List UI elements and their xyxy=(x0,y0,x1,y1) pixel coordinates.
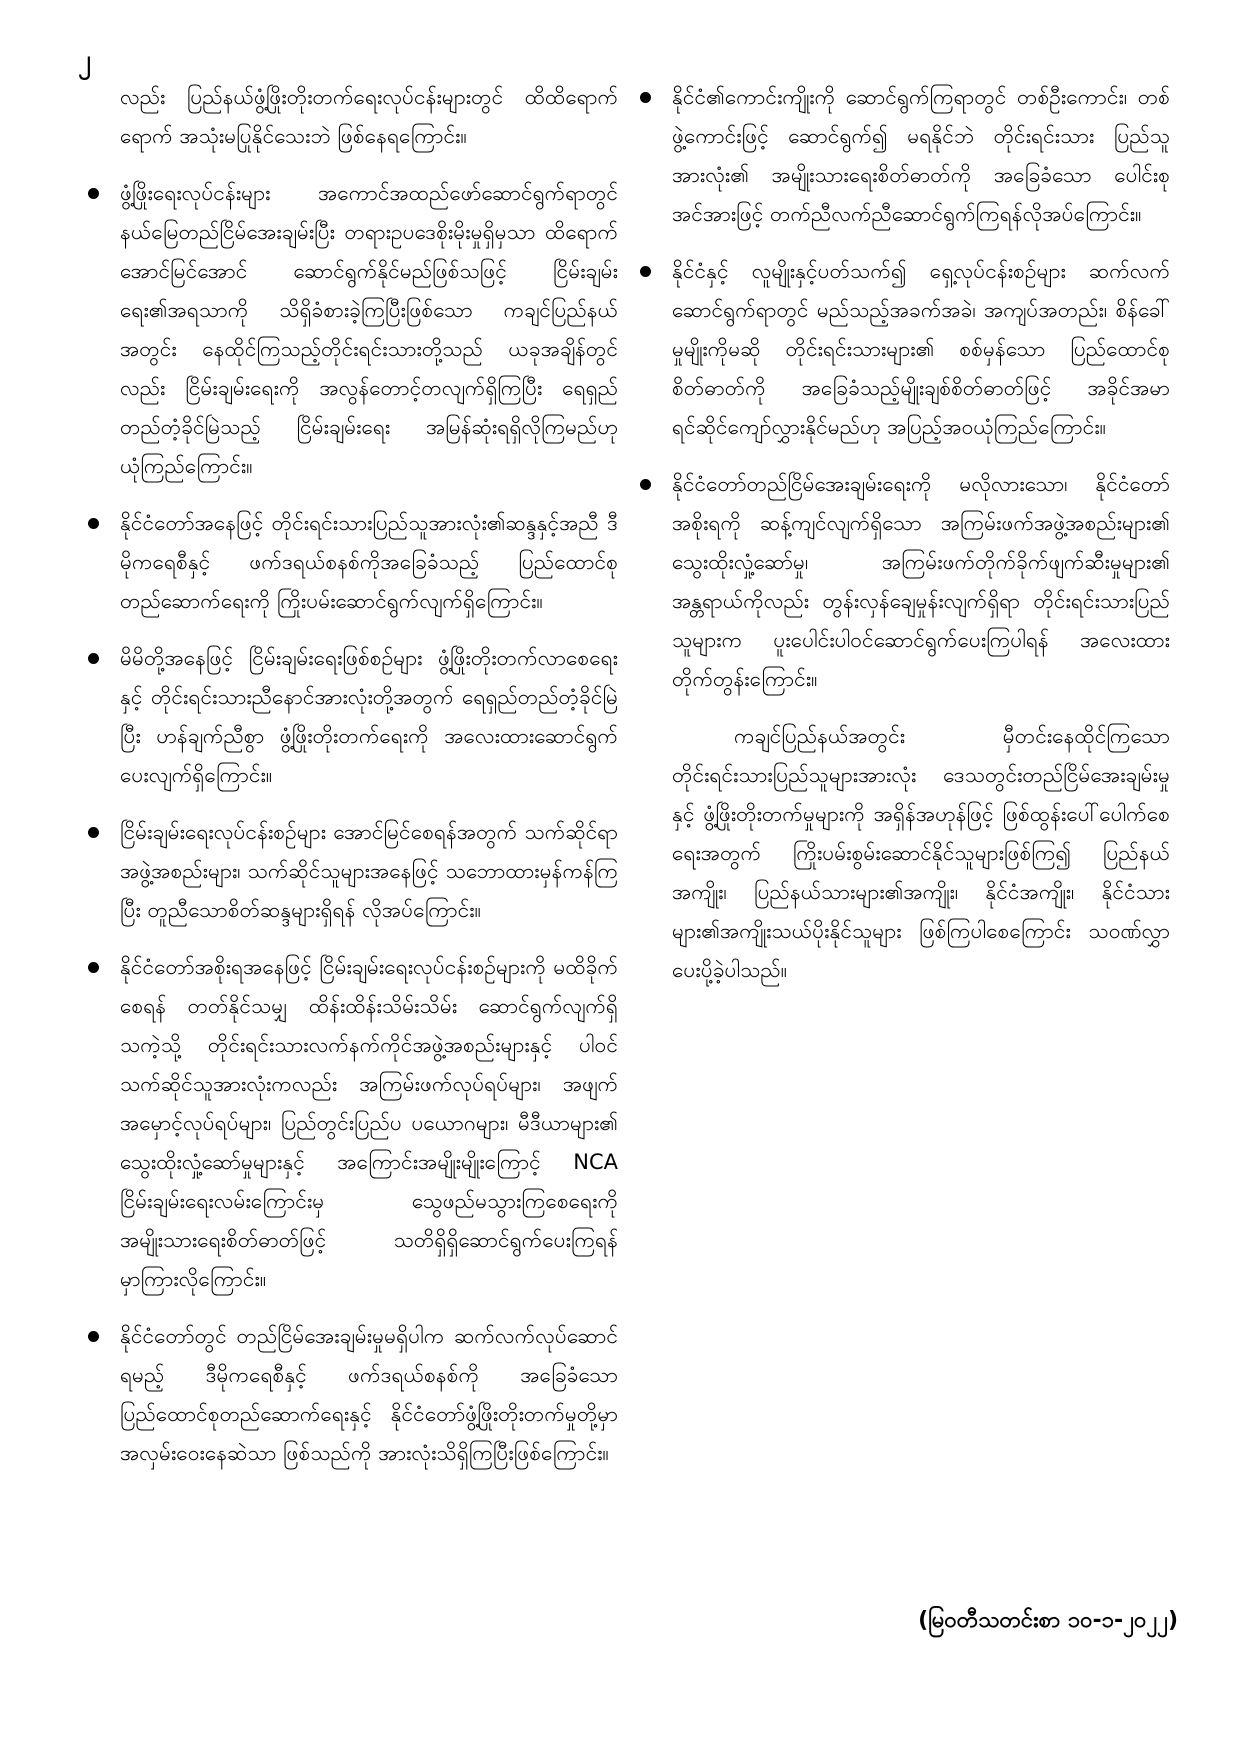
bullet-text: နိုင်ငံတော်အနေဖြင့် တိုင်းရင်းသားပြည်သူအားလုံး၏ဆန္ဒနှင့်အညီ ဒီမိုကရေစီနှင့် ဖက်ဒရယ်စနစ်ကိုအခြေခံသည့် ပြည်ထောင်စုတည်ဆောက်ရေးကို ကြိုးပမ်းဆောင်ရွက်လျက်ရှိကြောင်း။ xyxy=(120,511,618,613)
bullet-text: နိုင်ငံနှင့် လူမျိုးနှင့်ပတ်သက်၍ ရှေ့လုပ်ငန်းစဉ်များ ဆက်လက်ဆောင်ရွက်ရာတွင် မည်သည့်အခက်အခဲ၊ အကျပ်အတည်း၊ စိန်ခေါ်မှုမျိုးကိုမဆို တိုင်းရင်းသားများ၏ စစ်မှန်သော ပြည်ထောင်စုစိတ်ဓာတ်ကို အခြေခံသည့်မျိုးချစ်စိတ်ဓာတ်ဖြင့် အခိုင်အမာ ရင်ဆိုင်ကျော်လွှားနိုင်မည်ဟု အပြည့်အဝယုံကြည်ကြောင်း။ xyxy=(672,259,1170,439)
bullet-item xyxy=(630,465,1170,699)
bullet-icon xyxy=(88,1331,99,1342)
bullet-icon xyxy=(88,827,99,838)
bullet-icon xyxy=(88,188,99,199)
bullet-item xyxy=(78,174,618,486)
closing-paragraph: ကချင်ပြည်နယ်အတွင်း မှီတင်းနေထိုင်ကြသော တိုင်းရင်းသားပြည်သူများအားလုံး ဒေသတွင်းတည်ငြိမ်အေးချမ်းမှုနှင့် ဖွံ့ဖြိုးတိုးတက်မှုများကို အရှိန်အဟုန်ဖြင့် ဖြစ်ထွန်းပေါ်ပေါက်စေရေးအတွက် ကြိုးပမ်းစွမ်းဆောင်နိုင်သူများဖြစ်ကြ၍ ပြည်နယ်အကျိုး၊ ပြည်နယ်သားများ၏အကျိုး၊ နိုင်ငံအကျိုး၊ နိုင်ငံသားများ၏အကျိုးသယ်ပိုးနိုင်သူများ ဖြစ်ကြပါစေကြောင်း သဝဏ်လွှာပေးပို့ခဲ့ပါသည်။ xyxy=(672,724,1170,982)
right-column xyxy=(630,78,1170,990)
source-citation: (မြဝတီသတင်းစာ ၁၀-၁-၂၀၂၂) xyxy=(918,1608,1178,1633)
bullet-text: နိုင်ငံတော်အစိုးရအနေဖြင့် ငြိမ်းချမ်းရေးလုပ်ငန်းစဉ်များကို မထိခိုက်စေရန် တတ်နိုင်သမျှ ထိန်းထိန်းသိမ်းသိမ်း ဆောင်ရွက်လျက်ရှိသကဲ့သို့ တိုင်းရင်းသားလက်နက်ကိုင်အဖွဲ့အစည်းများနှင့် ပါဝင်သက်ဆိုင်သူအားလုံးကလည်း အကြမ်းဖက်လုပ်ရပ်များ၊ အဖျက်အမှောင့်လုပ်ရပ်များ၊ ပြည်တွင်းပြည်ပ ပယောဂများ၊ မီဒီယာများ၏ သွေးထိုးလှုံ့ဆော်မှုများနှင့် အကြောင်းအမျိုးမျိုးကြောင့် NCA ငြိမ်းချမ်းရေးလမ်းကြောင်းမှ သွေဖည်မသွားကြစေရေးကို အမျိုးသားရေးစိတ်ဓာတ်ဖြင့် သတိရှိရှိဆောင်ရွက်ပေးကြရန် မှာကြားလိုကြောင်း။ xyxy=(120,955,618,1291)
bullet-item xyxy=(78,504,618,621)
bullet-icon xyxy=(88,518,99,529)
bullet-text: နိုင်ငံ၏ကောင်းကျိုးကို ဆောင်ရွက်ကြရာတွင် တစ်ဦးကောင်း၊ တစ်ဖွဲ့ကောင်းဖြင့် ဆောင်ရွက်၍ မရနိုင်ဘဲ တိုင်းရင်းသား ပြည်သူအားလုံး၏ အမျိုးသားရေးစိတ်ဓာတ်ကို အခြေခံသော ပေါင်းစုအင်အားဖြင့် တက်ညီလက်ညီဆောင်ရွက်ကြရန်လိုအပ်ကြောင်း။ xyxy=(672,85,1170,226)
bullet-item xyxy=(630,78,1170,234)
left-column xyxy=(78,78,618,1491)
bullet-text: ငြိမ်းချမ်းရေးလုပ်ငန်းစဉ်များ အောင်မြင်စေရန်အတွက် သက်ဆိုင်ရာ အဖွဲ့အစည်းများ၊ သက်ဆိုင်သူများအနေဖြင့် သဘောထားမှန်ကန်ကြပြီး တူညီသောစိတ်ဆန္ဒများရှိရန် လိုအပ်ကြောင်း။ xyxy=(120,820,618,922)
bullet-text: ဖွံ့ဖြိုးရေးလုပ်ငန်းများ အကောင်အထည်ဖော်ဆောင်ရွက်ရာတွင် နယ်မြေတည်ငြိမ်အေးချမ်းပြီး တရားဥပဒေစိုးမိုးမှုရှိမှသာ ထိရောက်အောင်မြင်အောင် ဆောင်ရွက်နိုင်မည်ဖြစ်သဖြင့် ငြိမ်းချမ်းရေး၏အရသာကို သိရှိခံစားခဲ့ကြပြီးဖြစ်သော ကချင်ပြည်နယ်အတွင်း နေထိုင်ကြသည့်တိုင်းရင်းသားတို့သည် ယခုအချိန်တွင်လည်း ငြိမ်းချမ်းရေးကို အလွန်တောင့်တလျက်ရှိကြပြီး ရေရှည်တည်တံ့ခိုင်မြဲသည့် ငြိမ်းချမ်းရေး အမြန်ဆုံးရရှိလိုကြမည်ဟု ယုံကြည်ကြောင်း။ xyxy=(120,181,618,478)
bullet-icon xyxy=(640,92,651,103)
bullet-item xyxy=(630,252,1170,447)
bullet-icon xyxy=(640,479,651,490)
bullet-item xyxy=(78,948,618,1299)
bullet-item xyxy=(78,813,618,930)
bullet-icon xyxy=(640,266,651,277)
bullet-icon xyxy=(88,962,99,973)
bullet-item xyxy=(78,639,618,795)
continued-paragraph: လည်း ပြည်နယ်ဖွံ့ဖြိုးတိုးတက်ရေးလုပ်ငန်းများတွင် ထိထိရောက်ရောက် အသုံးမပြုနိုင်သေးဘဲ ဖြစ်နေရကြောင်း။ xyxy=(120,85,618,148)
bullet-text: နိုင်ငံတော်တွင် တည်ငြိမ်အေးချမ်းမှုမရှိပါက ဆက်လက်လုပ်ဆောင်ရမည့် ဒီမိုကရေစီနှင့် ဖက်ဒရယ်စနစ်ကို အခြေခံသော ပြည်ထောင်စုတည်ဆောက်ရေးနှင့် နိုင်ငံတော်ဖွံ့ဖြိုးတိုးတက်မှုတို့မှာ အလှမ်းဝေးနေဆဲသာ ဖြစ်သည်ကို အားလုံးသိရှိကြပြီးဖြစ်ကြောင်း။ xyxy=(120,1324,618,1465)
page-number: ၂ xyxy=(78,45,91,75)
bullet-icon xyxy=(88,653,99,664)
bullet-text: နိုင်ငံတော်တည်ငြိမ်အေးချမ်းရေးကို မလိုလားသော၊ နိုင်ငံတော်အစိုးရကို ဆန့်ကျင်လျက်ရှိသော အကြမ်းဖက်အဖွဲ့အစည်းများ၏ သွေးထိုးလှုံ့ဆော်မှု၊ အကြမ်းဖက်တိုက်ခိုက်ဖျက်ဆီးမှုများ၏ အန္တရာယ်ကိုလည်း တွန်းလှန်ချေမှုန်းလျက်ရှိရာ တိုင်းရင်းသားပြည်သူများက ပူးပေါင်းပါဝင်ဆောင်ရွက်ပေးကြပါရန် အလေးထားတိုက်တွန်းကြောင်း။ xyxy=(672,472,1170,691)
bullet-item xyxy=(78,1317,618,1473)
bullet-text: မိမိတို့အနေဖြင့် ငြိမ်းချမ်းရေးဖြစ်စဉ်များ ဖွံ့ဖြိုးတိုးတက်လာစေရေးနှင့် တိုင်းရင်းသားညီနောင်အားလုံးတို့အတွက် ရေရှည်တည်တံ့ခိုင်မြဲပြီး ဟန်ချက်ညီစွာ ဖွံ့ဖြိုးတိုးတက်ရေးကို အလေးထားဆောင်ရွက်ပေးလျက်ရှိကြောင်း။ xyxy=(120,646,618,787)
